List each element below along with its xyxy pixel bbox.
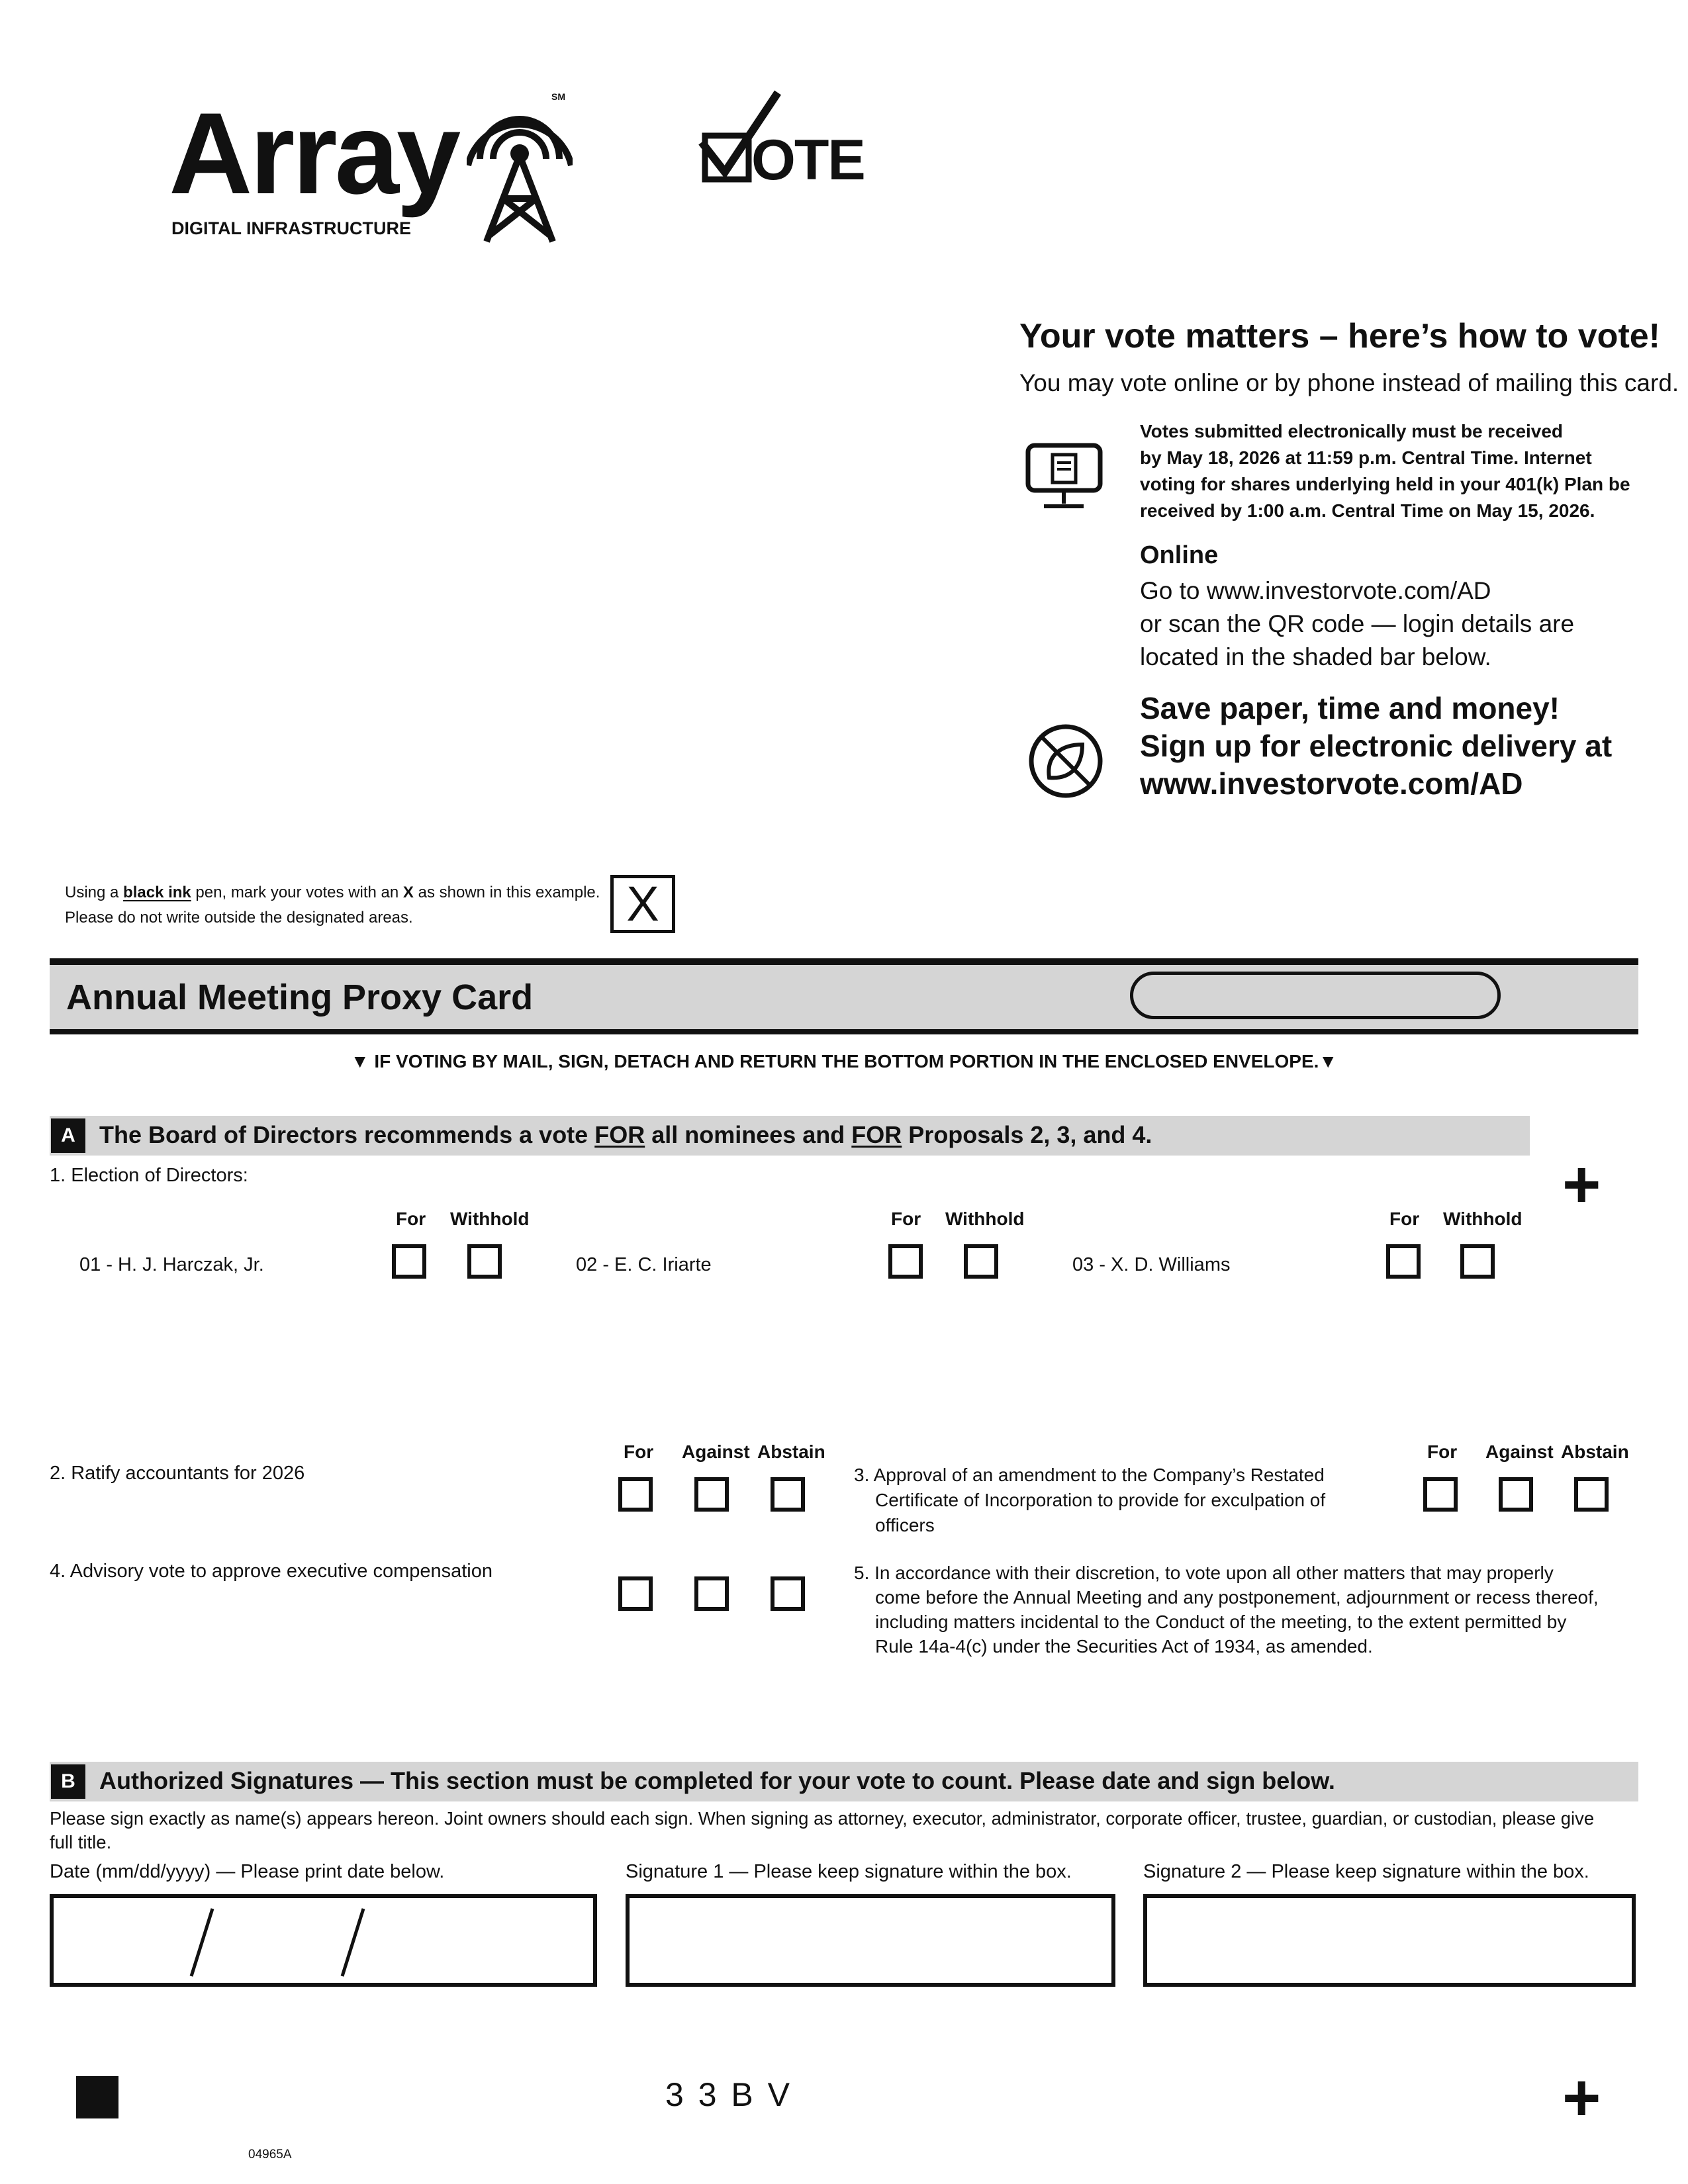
- instruction-line-2: Please do not write outside the designated areas.: [65, 909, 413, 927]
- mail-notice-text: IF VOTING BY MAIL, SIGN, DETACH AND RETURN THE BOTTOM PORTION IN THE ENCLOSED ENVELOPE.: [374, 1051, 1319, 1071]
- vote-word: OTE: [751, 128, 865, 192]
- date-input-box[interactable]: [50, 1894, 597, 1987]
- nominee-02-for-checkbox[interactable]: [888, 1244, 923, 1279]
- proposal-4-for-checkbox[interactable]: [618, 1576, 653, 1611]
- down-triangle-icon: ▼: [350, 1051, 369, 1071]
- control-number-field: [1130, 972, 1501, 1019]
- signature-2-box[interactable]: [1143, 1894, 1636, 1987]
- col-withhold: Withhold: [1443, 1208, 1523, 1229]
- deadline-line: voting for shares underlying held in your 401(k) Plan be: [1140, 474, 1630, 494]
- col-against: Against: [682, 1441, 750, 1462]
- signature-1-box[interactable]: [626, 1894, 1115, 1987]
- deadline-line: by May 18, 2026 at 11:59 p.m. Central Time. Internet: [1140, 447, 1592, 468]
- vote-logo: [698, 89, 864, 195]
- nominee-03-for-checkbox[interactable]: [1386, 1244, 1421, 1279]
- proposal-2-abstain-checkbox[interactable]: [771, 1477, 805, 1512]
- card-title-bar: [50, 965, 1638, 1029]
- date-label: Date (mm/dd/yyyy) — Please print date below.: [50, 1861, 445, 1882]
- sig1-label: Signature 1 — Please keep signature within the box.: [626, 1861, 1072, 1882]
- election-label: 1. Election of Directors:: [50, 1165, 248, 1186]
- logo-subtitle: DIGITAL INFRASTRUCTURE: [171, 218, 411, 238]
- section-b-badge: B: [51, 1764, 85, 1799]
- online-line: Go to www.investorvote.com/AD: [1140, 577, 1491, 604]
- proposal-4-label: 4. Advisory vote to approve executive compensation: [50, 1561, 492, 1582]
- proposal-3-abstain-checkbox[interactable]: [1574, 1477, 1609, 1512]
- howto-subline: You may vote online or by phone instead of mailing this card.: [1019, 369, 1679, 396]
- down-triangle-icon: ▼: [1319, 1051, 1338, 1071]
- deadline-line: Votes submitted electronically must be received: [1140, 421, 1564, 441]
- col-for: For: [1389, 1208, 1420, 1229]
- proposal-2-against-checkbox[interactable]: [694, 1477, 729, 1512]
- deadline-text: [1140, 418, 1630, 524]
- proposal-3-label: 3. Approval of an amendment to the Company’s Restated Certificate of Incorporation to provide for exculpation of officers: [854, 1465, 1326, 1535]
- online-text: [1140, 574, 1574, 674]
- form-code: 3 3 B V: [665, 2076, 792, 2113]
- example-mark-box: [610, 875, 675, 933]
- save-line: Sign up for electronic delivery at: [1140, 729, 1613, 763]
- save-paper-text: [1140, 690, 1612, 803]
- col-withhold: Withhold: [450, 1208, 530, 1229]
- col-against: Against: [1485, 1441, 1554, 1462]
- col-withhold: Withhold: [945, 1208, 1025, 1229]
- nominee-02-label: 02 - E. C. Iriarte: [576, 1254, 712, 1275]
- marking-instructions: [65, 880, 600, 931]
- example-x-mark: X: [626, 876, 659, 931]
- online-line: located in the shaded bar below.: [1140, 643, 1491, 670]
- proposal-4-against-checkbox[interactable]: [694, 1576, 729, 1611]
- nominee-01-withhold-checkbox[interactable]: [467, 1244, 502, 1279]
- tower-icon: [467, 93, 573, 245]
- proposal-5-label: 5. In accordance with their discretion, to vote upon all other matters that may properly come before the Annual Meeting and any postponement, adjournment or recess thereof, including matters incidental to the Conduct of the meeting, to the extent permitted by Rule 14a-4(c) under the Securities Act of 1934, as amended.: [854, 1563, 1599, 1657]
- bottom-rule: [50, 1029, 1638, 1034]
- save-line: Save paper, time and money!: [1140, 691, 1560, 725]
- proposal-2-label: 2. Ratify accountants for 2026: [50, 1463, 305, 1484]
- deadline-line: received by 1:00 a.m. Central Time on May 15, 2026.: [1140, 500, 1595, 521]
- registration-square: [76, 2076, 118, 2118]
- mail-notice: [0, 1051, 1688, 1072]
- card-title: Annual Meeting Proxy Card: [66, 978, 534, 1017]
- col-abstain: Abstain: [757, 1441, 825, 1462]
- nominee-02-withhold-checkbox[interactable]: [964, 1244, 998, 1279]
- section-a-badge: A: [51, 1118, 85, 1153]
- form-number: 04965A: [248, 2148, 292, 2161]
- computer-icon: [1023, 440, 1105, 513]
- col-for: For: [396, 1208, 426, 1229]
- proposal-4-abstain-checkbox[interactable]: [771, 1576, 805, 1611]
- nominee-01-for-checkbox[interactable]: [392, 1244, 426, 1279]
- logo-word: Array: [169, 89, 459, 218]
- online-line: or scan the QR code — login details are: [1140, 610, 1575, 637]
- no-paper-leaf-icon: [1026, 721, 1105, 801]
- black-ink-emphasis: black ink: [123, 884, 191, 901]
- col-for: For: [891, 1208, 921, 1229]
- proposal-2-for-checkbox[interactable]: [618, 1477, 653, 1512]
- proposal-3-for-checkbox[interactable]: [1423, 1477, 1458, 1512]
- instruction-line-1: Using a black ink pen, mark your votes with an X as shown in this example.: [65, 884, 600, 901]
- section-a-title: The Board of Directors recommends a vote FOR all nominees and FOR Proposals 2, 3, and 4.: [99, 1121, 1152, 1148]
- signature-instructions: Please sign exactly as name(s) appears hereon. Joint owners should each sign. When signing as attorney, executor, administrator, corporate officer, trustee, guardian, or custodian, please give full title.: [50, 1808, 1595, 1852]
- col-for: For: [1427, 1441, 1458, 1462]
- nominee-01-label: 01 - H. J. Harczak, Jr.: [79, 1254, 264, 1275]
- section-b-title: Authorized Signatures — This section must be completed for your vote to count. Please date and sign below.: [99, 1767, 1335, 1794]
- date-separator-slashes: [54, 1898, 593, 1983]
- proposal-3-against-checkbox[interactable]: [1499, 1477, 1533, 1512]
- nominee-03-withhold-checkbox[interactable]: [1460, 1244, 1495, 1279]
- col-for: For: [624, 1441, 654, 1462]
- array-logo: [169, 86, 579, 245]
- online-title: Online: [1140, 541, 1219, 569]
- save-line: www.investorvote.com/AD: [1140, 766, 1523, 801]
- sig2-label: Signature 2 — Please keep signature within the box.: [1143, 1861, 1589, 1882]
- logo-service-mark: SM: [551, 91, 565, 102]
- howto-headline: Your vote matters – here’s how to vote!: [1019, 317, 1660, 355]
- registration-plus-mark: +: [1562, 1148, 1601, 1222]
- registration-plus-mark: +: [1562, 2061, 1601, 2135]
- top-rule: [50, 958, 1638, 965]
- nominee-03-label: 03 - X. D. Williams: [1072, 1254, 1231, 1275]
- col-abstain: Abstain: [1561, 1441, 1629, 1462]
